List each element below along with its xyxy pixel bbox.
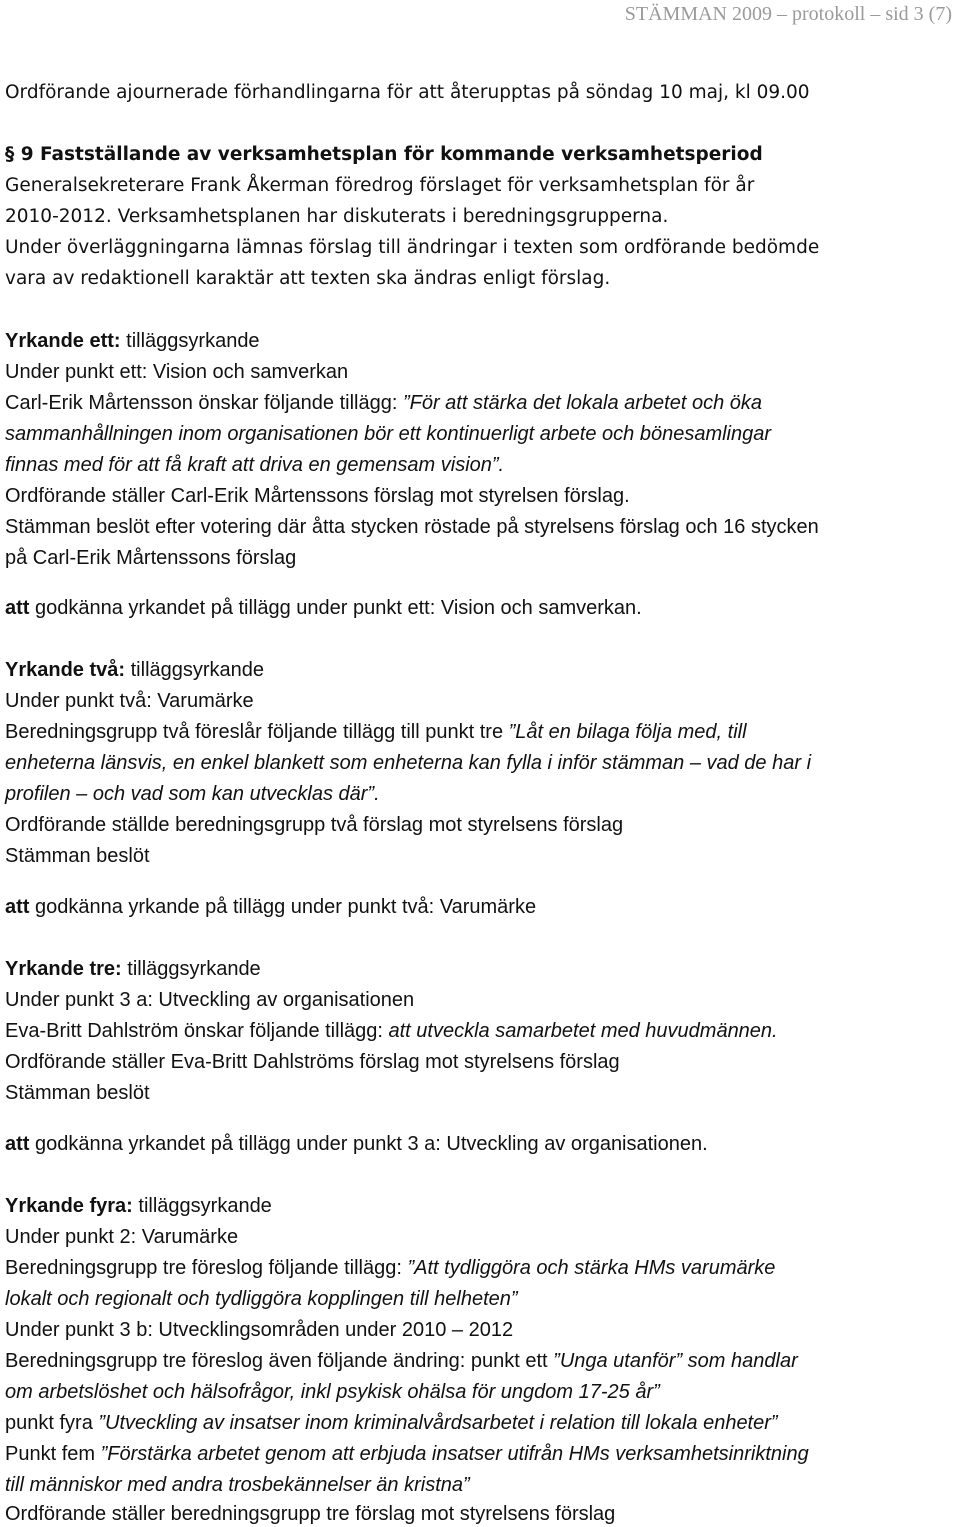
proposal-quote-line	[5, 421, 771, 447]
yrkande-punkt: Under punkt 3 a: Utveckling av organisationen	[5, 989, 415, 1011]
yrkande-type: tilläggsyrkande	[125, 659, 265, 681]
proposal-quote: lokalt och regionalt och tydliggöra kopplingen till helheten”	[5, 1288, 518, 1310]
proposal-quote: om arbetslöshet och hälsofrågor, inkl psykisk ohälsa för ungdom 17-25 år”	[5, 1381, 660, 1403]
section-line: Under överläggningarna lämnas förslag till ändringar i texten som ordförande bedömde	[5, 237, 820, 258]
att-keyword: att	[5, 896, 30, 918]
decision-result	[5, 894, 536, 920]
att-keyword: att	[5, 1133, 30, 1155]
decision-line: Stämman beslöt efter votering där åtta stycken röstade på styrelsens förslag och 16 stycken	[5, 516, 819, 538]
yrkande-label: Yrkande fyra:	[5, 1195, 133, 1217]
yrkande-type: tilläggsyrkande	[132, 1195, 272, 1217]
section-line: vara av redaktionell karaktär att texten ska ändras enligt förslag.	[5, 268, 611, 289]
decision-result	[5, 595, 642, 621]
proposal-intro: punkt fyra	[5, 1412, 99, 1434]
punkt-fem-line	[5, 1441, 809, 1467]
att-keyword: att	[5, 597, 30, 619]
proposal-quote: ”För att stärka det lokala arbetet och öka	[402, 392, 763, 414]
yrkande-punkt: Under punkt två: Varumärke	[5, 690, 254, 712]
proposal-intro: Eva-Britt Dahlström önskar följande tillägg:	[5, 1020, 389, 1042]
proposal-quote-line	[5, 452, 504, 478]
proposal-intro: Beredningsgrupp tre föreslog även följande ändring: punkt ett	[5, 1350, 554, 1372]
proposal-quote-line	[5, 750, 811, 776]
yrkande-punkt: Under punkt ett: Vision och samverkan	[5, 361, 349, 383]
proposal-quote: till människor med andra trosbekännelser än kristna”	[5, 1474, 470, 1496]
yrkande-punkt: Under punkt 2: Varumärke	[5, 1226, 239, 1248]
proposal-quote-line	[5, 1472, 470, 1498]
decision-result	[5, 1131, 708, 1157]
proposal-intro: Beredningsgrupp tre föreslog följande tillägg:	[5, 1257, 408, 1279]
yrkande-label: Yrkande ett:	[5, 330, 121, 352]
yrkande-proposal	[5, 1018, 778, 1044]
result-text: godkänna yrkandet på tillägg under punkt ett: Vision och samverkan.	[29, 597, 642, 619]
decision-line: på Carl-Erik Mårtenssons förslag	[5, 547, 297, 569]
chair-statement: Ordförande ställer Carl-Erik Mårtenssons förslag mot styrelsen förslag.	[5, 485, 630, 507]
yrkande-proposal	[5, 719, 747, 745]
proposal-quote: ”Förstärka arbetet genom att erbjuda insatser utifrån HMs verksamhetsinriktning	[100, 1443, 809, 1465]
yrkande-type: tilläggsyrkande	[121, 958, 261, 980]
decision-line: Stämman beslöt	[5, 1082, 150, 1104]
chair-statement: Ordförande ställde beredningsgrupp två förslag mot styrelsens förslag	[5, 814, 624, 836]
yrkande-tva-heading	[5, 657, 264, 683]
section-line: 2010-2012. Verksamhetsplanen har diskuterats i beredningsgrupperna.	[5, 206, 669, 227]
yrkande-punkt: Under punkt 3 b: Utvecklingsområden under 2010 – 2012	[5, 1319, 514, 1341]
proposal-quote: sammanhållningen inom organisationen bör ett kontinuerligt arbete och bönesamlingar	[5, 423, 772, 445]
result-text: godkänna yrkande på tillägg under punkt två: Varumärke	[29, 896, 537, 918]
yrkande-proposal	[5, 1255, 775, 1281]
section-line: Generalsekreterare Frank Åkerman föredrog förslaget för verksamhetsplan för år	[5, 175, 755, 196]
page-header: STÄMMAN 2009 – protokoll – sid 3 (7)	[624, 3, 952, 25]
proposal-quote: ”Utveckling av insatser inom kriminalvårdsarbetet i relation till lokala enheter”	[98, 1412, 778, 1434]
change-proposal	[5, 1348, 798, 1374]
proposal-quote: finnas med för att få kraft att driva en gemensam vision”.	[5, 454, 505, 476]
yrkande-type: tilläggsyrkande	[120, 330, 260, 352]
decision-line: Stämman beslöt	[5, 845, 150, 867]
proposal-intro: Carl-Erik Mårtensson önskar följande tillägg:	[5, 392, 403, 414]
section-title	[5, 142, 763, 168]
chair-statement: Ordförande ställer Eva-Britt Dahlströms förslag mot styrelsens förslag	[5, 1051, 620, 1073]
yrkande-proposal	[5, 390, 762, 416]
punkt-fyra-line	[5, 1410, 778, 1436]
yrkande-label: Yrkande tre:	[5, 958, 122, 980]
yrkande-ett-heading	[5, 328, 260, 354]
proposal-intro: Punkt fem	[5, 1443, 101, 1465]
proposal-quote-line	[5, 1286, 518, 1312]
adjourn-text: Ordförande ajournerade förhandlingarna för att återupptas på söndag 10 maj, kl 09.00	[5, 82, 810, 103]
proposal-quote: enheterna länsvis, en enkel blankett som enheterna kan fylla i inför stämman – vad de har i	[5, 752, 812, 774]
proposal-quote: ”Unga utanför” som handlar	[553, 1350, 798, 1372]
chair-statement: Ordförande ställer beredningsgrupp tre förslag mot styrelsens förslag	[5, 1503, 616, 1525]
yrkande-label: Yrkande två:	[5, 659, 126, 681]
proposal-intro: Beredningsgrupp två föreslår följande tillägg till punkt tre	[5, 721, 509, 743]
proposal-quote: profilen – och vad som kan utvecklas där”.	[5, 783, 380, 805]
result-text: godkänna yrkandet på tillägg under punkt 3 a: Utveckling av organisationen.	[29, 1133, 708, 1155]
yrkande-fyra-heading	[5, 1193, 272, 1219]
proposal-quote-line	[5, 781, 380, 807]
proposal-quote-line	[5, 1379, 660, 1405]
section-title-text: § 9 Fastställande av verksamhetsplan för kommande verksamhetsperiod	[5, 144, 763, 165]
proposal-quote: ”Att tydliggöra och stärka HMs varumärke	[407, 1257, 776, 1279]
proposal-quote: ”Låt en bilaga följa med, till	[508, 721, 747, 743]
yrkande-tre-heading	[5, 956, 261, 982]
proposal-quote: att utveckla samarbetet med huvudmännen.	[388, 1020, 778, 1042]
